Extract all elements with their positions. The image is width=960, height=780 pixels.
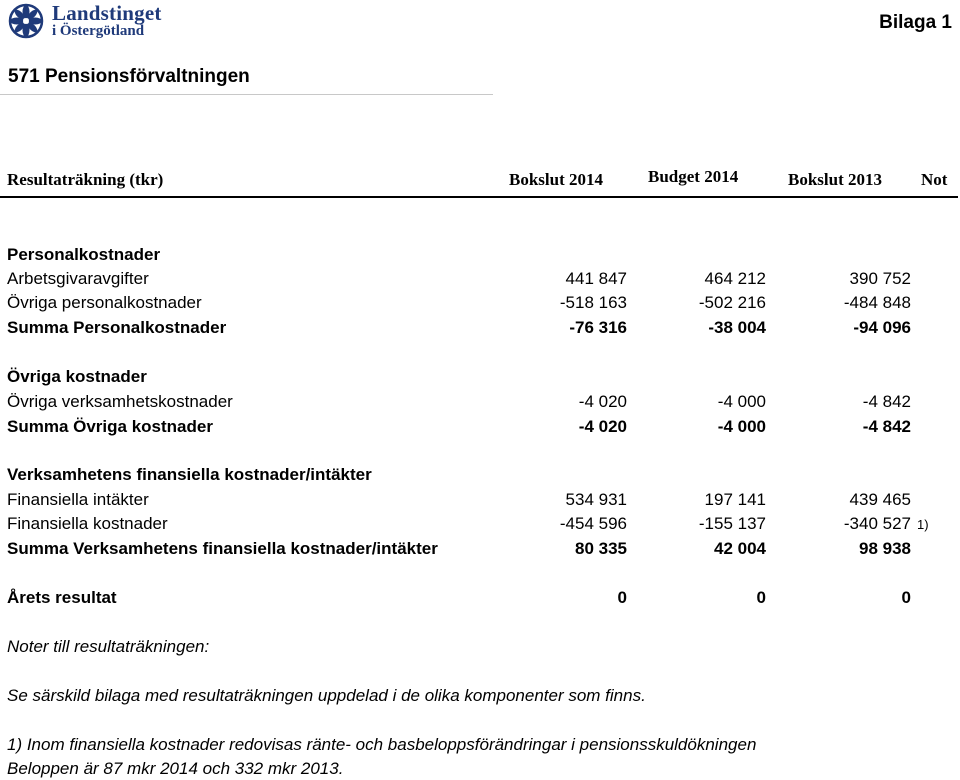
- notes-heading: Noter till resultaträkningen:: [7, 637, 210, 656]
- value-budget-2014: -38 004: [708, 318, 766, 337]
- table-row: [0, 269, 960, 291]
- notes-intro: Se särskild bilaga med resultaträkningen uppdelad i de olika komponenter som finns.: [7, 686, 646, 705]
- note-reference: 1): [917, 517, 929, 532]
- value-bokslut-2014: -76 316: [569, 318, 627, 337]
- value-bokslut-2014: 0: [617, 588, 627, 607]
- row-label: Övriga personalkostnader: [7, 293, 202, 312]
- value-bokslut-2014: -4 020: [578, 392, 627, 411]
- row-label: Summa Personalkostnader: [7, 318, 227, 337]
- row-label: Övriga verksamhetskostnader: [7, 392, 233, 411]
- title-divider: [0, 94, 493, 95]
- landstinget-emblem-icon: [4, 2, 48, 40]
- value-bokslut-2013: -94 096: [853, 318, 911, 337]
- logo-region: i Östergötland: [52, 23, 145, 39]
- column-header-bokslut-2013: Bokslut 2013: [788, 170, 882, 189]
- column-header-bokslut-2014: Bokslut 2014: [509, 170, 603, 189]
- value-budget-2014: -4 000: [717, 392, 766, 411]
- row-label: Finansiella intäkter: [7, 490, 149, 509]
- table-row: [0, 367, 960, 389]
- appendix-label: Bilaga 1: [879, 12, 952, 33]
- value-bokslut-2014: 534 931: [565, 490, 627, 509]
- row-label: Summa Övriga kostnader: [7, 417, 213, 436]
- row-label: Övriga kostnader: [7, 367, 147, 386]
- column-header-budget-2014: Budget 2014: [648, 167, 739, 186]
- value-bokslut-2013: -4 842: [862, 417, 911, 436]
- value-bokslut-2013: -340 527: [843, 514, 911, 533]
- value-budget-2014: 42 004: [714, 539, 766, 558]
- header-divider: [0, 196, 958, 198]
- row-label: Summa Verksamhetens finansiella kostnader/intäkter: [7, 539, 438, 558]
- row-label: Arbetsgivaravgifter: [7, 269, 149, 288]
- column-header-label: Resultaträkning (tkr): [7, 170, 164, 189]
- column-header-not: Not: [921, 170, 948, 189]
- logo-name: Landstinget: [52, 1, 162, 25]
- note-1-line-2: Beloppen är 87 mkr 2014 och 332 mkr 2013.: [7, 759, 344, 778]
- table-row: [0, 392, 960, 414]
- table-row-result: [0, 588, 960, 610]
- note-1-line-1: 1) Inom finansiella kostnader redovisas ränte- och basbeloppsförändringar i pensionsskuldökningen: [7, 735, 757, 754]
- row-label: Personalkostnader: [7, 245, 161, 264]
- value-budget-2014: -502 216: [698, 293, 766, 312]
- value-budget-2014: 0: [756, 588, 766, 607]
- value-bokslut-2013: 439 465: [849, 490, 911, 509]
- value-bokslut-2013: -484 848: [843, 293, 911, 312]
- value-bokslut-2014: 80 335: [575, 539, 627, 558]
- table-row: [0, 465, 960, 487]
- value-budget-2014: 197 141: [704, 490, 766, 509]
- row-label: Verksamhetens finansiella kostnader/intäkter: [7, 465, 372, 484]
- value-bokslut-2013: 0: [901, 588, 911, 607]
- logo: [4, 2, 162, 40]
- page-title: 571 Pensionsförvaltningen: [8, 66, 250, 87]
- row-label: Finansiella kostnader: [7, 514, 168, 533]
- table-row-sum: [0, 318, 960, 340]
- value-bokslut-2014: 441 847: [565, 269, 627, 288]
- table-row: [0, 490, 960, 512]
- value-bokslut-2013: -4 842: [862, 392, 911, 411]
- value-bokslut-2014: -4 020: [578, 417, 627, 436]
- row-label: Årets resultat: [7, 588, 117, 607]
- table-row: [0, 514, 960, 536]
- table-row-sum: [0, 539, 960, 561]
- value-budget-2014: -4 000: [717, 417, 766, 436]
- table-row: [0, 293, 960, 315]
- table-row: [0, 245, 960, 267]
- value-bokslut-2014: -518 163: [559, 293, 627, 312]
- value-budget-2014: -155 137: [698, 514, 766, 533]
- value-budget-2014: 464 212: [704, 269, 766, 288]
- value-bokslut-2014: -454 596: [559, 514, 627, 533]
- value-bokslut-2013: 390 752: [849, 269, 911, 288]
- table-row-sum: [0, 417, 960, 439]
- value-bokslut-2013: 98 938: [859, 539, 911, 558]
